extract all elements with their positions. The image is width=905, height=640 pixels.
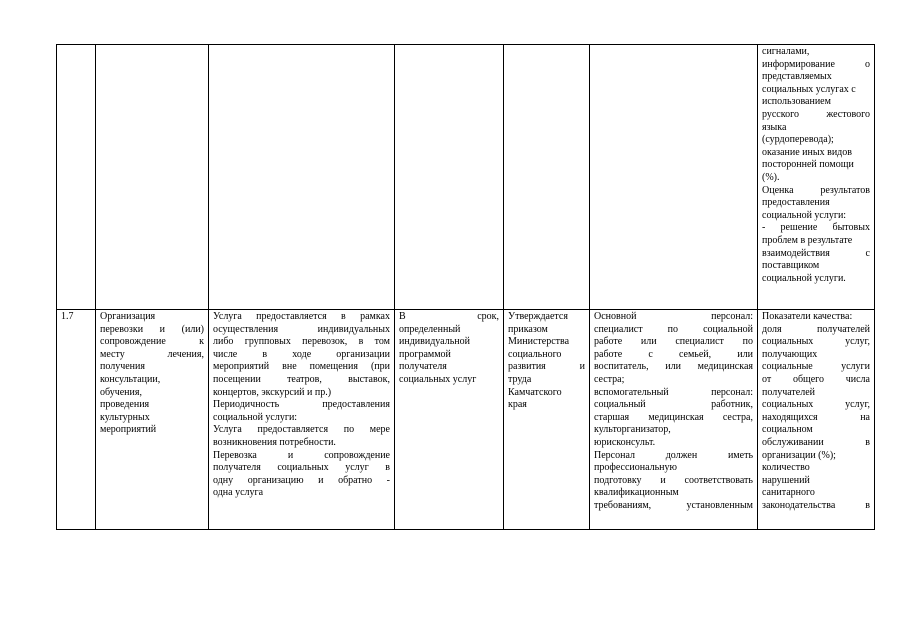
text-line: профессиональную [594,462,677,474]
text-line: нарушений [762,474,810,486]
text-line: требованиям, установленным [594,499,753,511]
text-line: социальных услуг, [762,336,870,348]
text-line: развития и [508,361,585,373]
text-line: мероприятий вне помещения (при [213,361,390,373]
cell-service-name [96,310,209,530]
text-line: приказом [508,323,548,335]
text-line: организации (%); [762,449,836,461]
text-line: старшая медицинская сестра, [594,411,753,423]
text-line: труда [508,373,532,385]
text-line: предоставления [762,197,830,209]
text-line: концертов, экскурсий и пр.) [213,386,332,398]
text-line: получателя социальных услуг в [213,462,390,474]
text-line: одну организацию и обратно - [213,474,390,486]
text-line: индивидуальной [399,336,470,348]
cell-staff [590,45,758,310]
text-line: социальной услуги: [762,209,847,221]
text-line: социальных услуг, [762,399,870,411]
text-line: Утверждается [508,311,568,322]
text-line: (сурдоперевода); [762,134,834,146]
text-line: проведения [100,399,150,411]
cell-quality-indicators [758,45,875,310]
text-line: Перевозка и сопровождение [213,449,390,461]
text-line: края [508,399,527,411]
text-line: программой [399,348,451,360]
text-line: получающих [762,348,818,360]
text-line: поставщиком [762,260,820,272]
text-line: числе в ходе организации [213,348,390,360]
text-line: социальных услуг [399,373,477,385]
text-line: социальной услуги: [213,411,298,423]
text-line: сопровождение к [100,336,204,348]
text-line: - решение бытовых [762,222,870,234]
text-line: Персонал должен иметь [594,449,753,461]
cell-staff [590,310,758,530]
text-line: языка [762,121,787,133]
text-line: возникновения потребности. [213,436,336,448]
text-line: культорганизатор, [594,424,671,436]
text-line: социальные услуги [762,361,870,373]
text-line: Оценка результатов [762,184,870,196]
text-line: получателя [399,361,447,373]
row-1-7 [57,310,875,530]
text-line: одна услуга [213,487,264,499]
text-line: перевозки и (или) [100,323,204,335]
text-line: проблем в результате [762,234,853,246]
text-line: юрисконсульт. [594,436,656,448]
text-line: квалификационным [594,487,679,499]
text-line: специалист по социальной [594,323,753,335]
text-line: обучения, [100,386,142,398]
text-line: получения [100,361,145,373]
text-line: находящихся на [762,411,870,423]
text-line: сигналами, [762,46,810,57]
text-line: социальном [762,424,813,436]
text-line: (%). [762,171,780,183]
text-line: определенный [399,323,461,335]
text-line: мероприятий [100,424,157,436]
text-line: использованием [762,96,831,108]
text-line: от общего числа [762,373,870,385]
text-line: либо групповых перевозок, в том [213,336,390,348]
text-line: получателей [762,386,816,398]
text-line: количество [762,462,810,474]
text-line: Услуга предоставляется в рамках [213,311,390,322]
cell-quality-indicators [758,310,875,530]
text-line: В срок, [399,311,499,322]
text-line: месту лечения, [100,348,204,360]
cell-approval [504,310,590,530]
text-line: обслуживании в [762,436,870,448]
text-line: Организация [100,311,156,322]
text-line: взаимодействия с [762,247,870,259]
text-line: консультации, [100,373,161,385]
cell-service-name [96,45,209,310]
text-line: Министерства [508,336,570,348]
text-line: информирование о [762,58,870,70]
text-line: Периодичность предоставления [213,399,390,411]
text-line: Камчатского [508,386,562,398]
text-line: посторонней помощи [762,159,854,171]
text-line: воспитатель, или медицинская [594,361,753,373]
cell-description [209,310,395,530]
text-line: социального [508,348,562,360]
continuation-row [57,45,875,310]
text-line: работе с семьей, или [594,348,753,360]
text-line: доля получателей [762,323,870,335]
text-line: работе или специалист по [594,336,753,348]
text-line: Услуга предоставляется по мере [213,424,390,436]
text-line: Показатели качества: [762,311,853,322]
text-line: законодательства в [762,499,870,511]
text-line: культурных [100,411,150,423]
text-line: русского жестового [762,108,870,120]
cell-term [395,310,504,530]
text-line: социальных услугах с [762,83,856,95]
text-line: Основной персонал: [594,311,753,322]
text-line: санитарного [762,487,815,499]
cell-approval [504,45,590,310]
cell-number [57,310,96,530]
text-line: представляемых [762,71,832,83]
text-line: посещении театров, выставок, [213,373,390,385]
text-line: осуществления индивидуальных [213,323,390,335]
services-table [56,44,875,530]
cell-description [209,45,395,310]
text-line: подготовку и соответствовать [594,474,753,486]
text-line: социальный работник, [594,399,753,411]
text-line: вспомогательный персонал: [594,386,753,398]
cell-number [57,45,96,310]
text-line: оказание иных видов [762,146,852,158]
text-line: сестра; [594,373,625,385]
text-line: социальной услуги. [762,272,846,284]
cell-term [395,45,504,310]
row-number: 1.7 [61,311,74,322]
